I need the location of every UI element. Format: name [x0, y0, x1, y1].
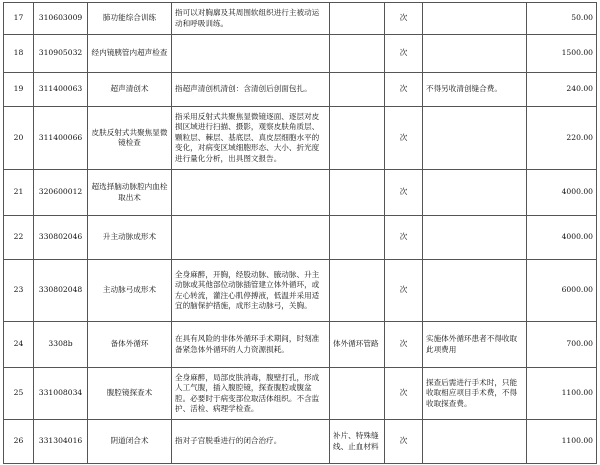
row-number: 19: [4, 73, 34, 107]
item-note: [423, 107, 527, 170]
item-price: 6000.00: [527, 260, 597, 322]
excluded-items: [330, 368, 385, 420]
item-content: [172, 170, 330, 216]
item-price: 240.00: [527, 73, 597, 107]
item-code: 331008034: [34, 368, 88, 420]
excluded-items: [330, 3, 385, 35]
item-code: 330802048: [34, 260, 88, 322]
item-content: [172, 35, 330, 73]
item-name: 肺功能综合训练: [88, 3, 172, 35]
table-row: [4, 3, 597, 35]
item-price: 4000.00: [527, 216, 597, 260]
item-price: 700.00: [527, 322, 597, 368]
item-note: [423, 3, 527, 35]
pricing-unit: 次: [385, 368, 423, 420]
item-name: 超声清创术: [88, 73, 172, 107]
item-name: 皮肤反射式共聚焦显微镜检查: [88, 107, 172, 170]
item-content: 全身麻醉，开胸，经股动脉、腋动脉、升主动脉或其他部位动脉插管建立体外循环，或左心转流，灌注心肌停搏液，低温并采用适宜的脑保护措施，成形主动脉弓，关胸。: [172, 260, 330, 322]
pricing-unit: 次: [385, 260, 423, 322]
table-row: [4, 107, 597, 170]
item-code: 331304016: [34, 420, 88, 464]
item-content: 指可以对胸廓及其周围软组织进行主被动运动和呼吸训练。: [172, 3, 330, 35]
item-price: 1100.00: [527, 368, 597, 420]
row-number: 23: [4, 260, 34, 322]
item-name: 阴道闭合术: [88, 420, 172, 464]
pricing-unit: 次: [385, 73, 423, 107]
table-row: [4, 368, 597, 420]
excluded-items: [330, 73, 385, 107]
row-number: 25: [4, 368, 34, 420]
item-name: 腹腔镜探查术: [88, 368, 172, 420]
excluded-items: [330, 260, 385, 322]
pricing-unit: 次: [385, 107, 423, 170]
pricing-unit: 次: [385, 322, 423, 368]
item-name: 超选择脑动脉腔内血栓取出术: [88, 170, 172, 216]
item-note: [423, 260, 527, 322]
item-note: 实施体外循环患者不得收取此项费用: [423, 322, 527, 368]
pricing-unit: 次: [385, 3, 423, 35]
item-content: 指对子宫脱垂进行的闭合治疗。: [172, 420, 330, 464]
excluded-items: [330, 216, 385, 260]
excluded-items: 体外循环管路: [330, 322, 385, 368]
item-price: 220.00: [527, 107, 597, 170]
item-price: 1100.00: [527, 420, 597, 464]
fee-table: [3, 2, 597, 464]
item-note: [423, 420, 527, 464]
item-code: 311400063: [34, 73, 88, 107]
item-name: 经内镜胰管内超声检查: [88, 35, 172, 73]
item-code: 320600012: [34, 170, 88, 216]
row-number: 21: [4, 170, 34, 216]
table-row: [4, 420, 597, 464]
pricing-unit: 次: [385, 170, 423, 216]
table-row: [4, 322, 597, 368]
item-note: [423, 216, 527, 260]
item-content: 指超声清创机清创：含清创后创面包扎。: [172, 73, 330, 107]
item-content: 在具有风险的非体外循环手术期间，时刻准备紧急体外循环的人力资源损耗。: [172, 322, 330, 368]
excluded-items: [330, 107, 385, 170]
item-name: 备体外循环: [88, 322, 172, 368]
row-number: 22: [4, 216, 34, 260]
item-price: 50.00: [527, 3, 597, 35]
item-content: 全身麻醉，局部皮肤消毒，腹壁打孔，形成人工气腹，插入腹腔镜，探查腹腔或腹盆腔。必要时于病变部位取活体组织。不含监护、活检、病理学检查。: [172, 368, 330, 420]
item-code: 311400066: [34, 107, 88, 170]
pricing-unit: 次: [385, 35, 423, 73]
item-note: [423, 35, 527, 73]
row-number: 26: [4, 420, 34, 464]
table-row: [4, 170, 597, 216]
item-price: 1500.00: [527, 35, 597, 73]
item-content: 指采用反射式共聚焦显微镜逐面、逐层对皮损区域进行扫描、摄影，观察皮肤角质层、颗粒层、棘层、基底层、真皮层细胞水平的变化，对病变区域细胞形态、大小、折光度进行量化分析，出具图文报告。: [172, 107, 330, 170]
excluded-items: [330, 170, 385, 216]
item-name: 升主动脉成形术: [88, 216, 172, 260]
item-code: 310603009: [34, 3, 88, 35]
row-number: 20: [4, 107, 34, 170]
excluded-items: [330, 35, 385, 73]
table-row: [4, 73, 597, 107]
item-name: 主动脉弓成形术: [88, 260, 172, 322]
pricing-unit: 次: [385, 420, 423, 464]
item-code: 3308b: [34, 322, 88, 368]
item-note: [423, 170, 527, 216]
row-number: 17: [4, 3, 34, 35]
item-note: 不得另收清创缝合费。: [423, 73, 527, 107]
pricing-unit: 次: [385, 216, 423, 260]
row-number: 18: [4, 35, 34, 73]
item-code: 310905032: [34, 35, 88, 73]
table-row: [4, 216, 597, 260]
excluded-items: 补片、特殊缝线、止血材料: [330, 420, 385, 464]
row-number: 24: [4, 322, 34, 368]
item-code: 330802046: [34, 216, 88, 260]
item-price: 4000.00: [527, 170, 597, 216]
table-row: [4, 35, 597, 73]
item-content: [172, 216, 330, 260]
item-note: 探查后需进行手术时，只能收取相应项目手术费，不得收取探查费。: [423, 368, 527, 420]
table-row: [4, 260, 597, 322]
